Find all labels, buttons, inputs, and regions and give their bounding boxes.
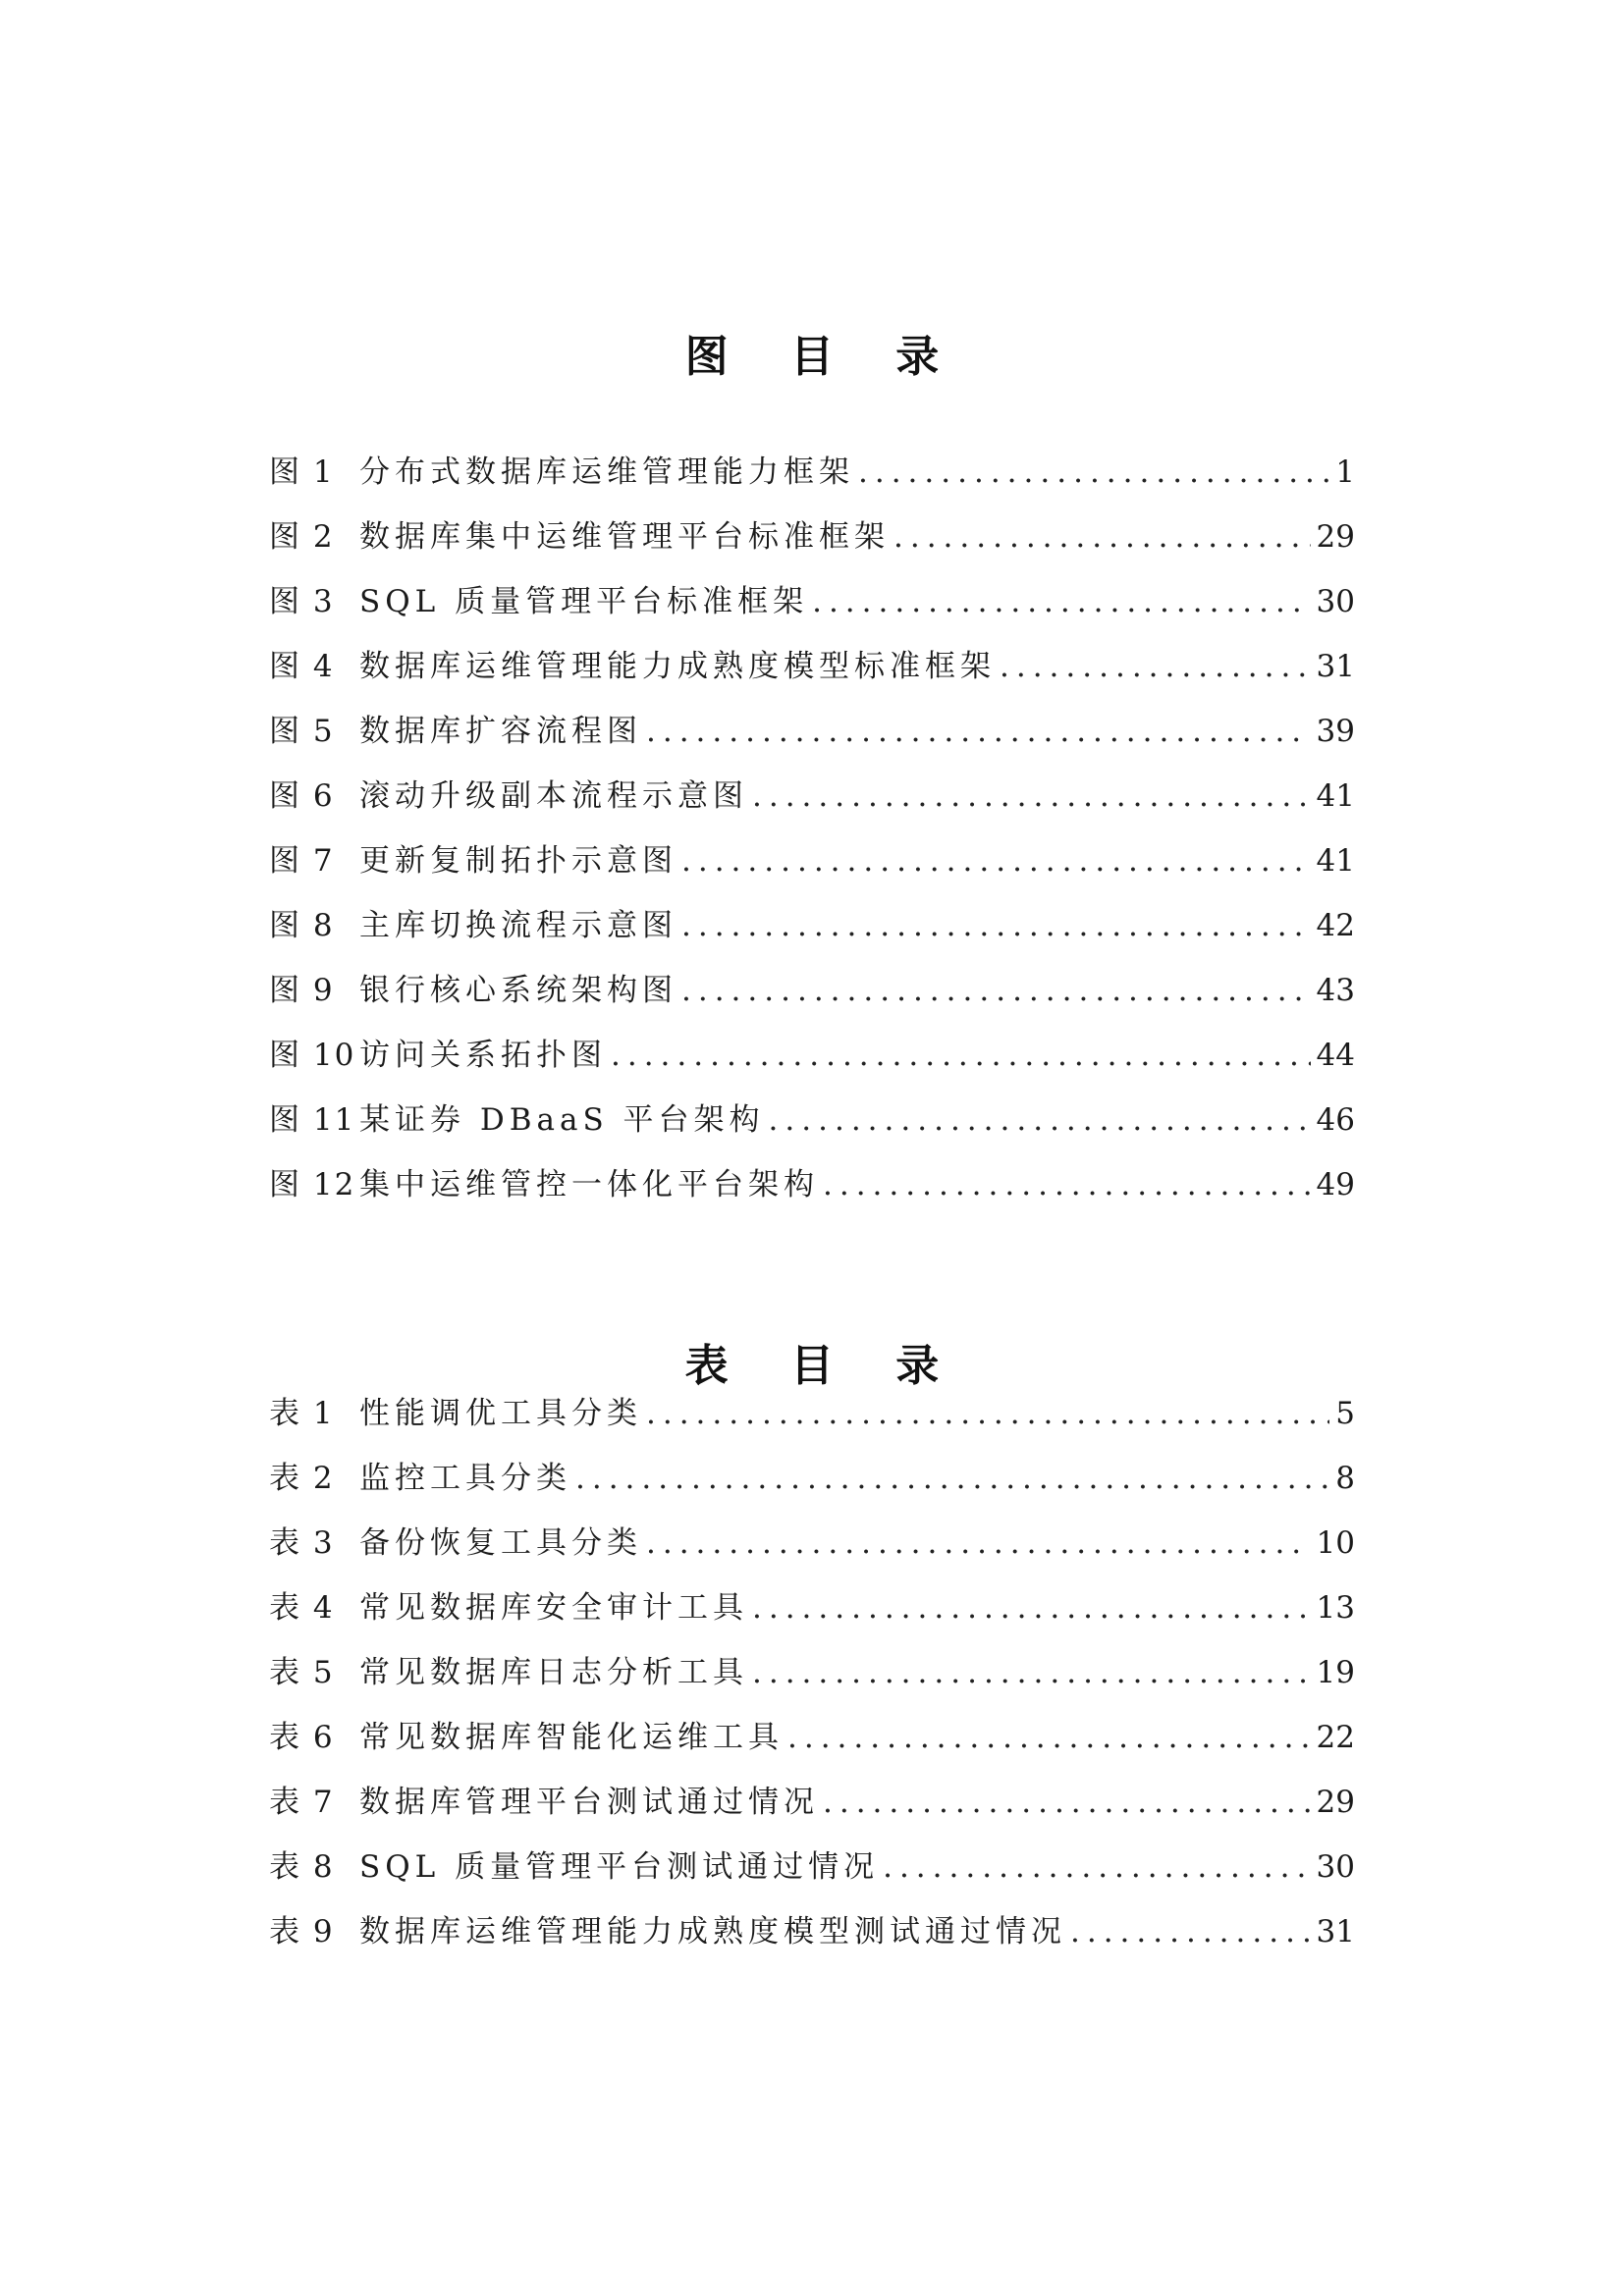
dot-leader <box>858 440 1329 505</box>
figure-list-item[interactable] <box>269 958 1355 1023</box>
entry-page-number: 31 <box>1316 649 1355 684</box>
entry-page-number: 44 <box>1316 1038 1355 1073</box>
entry-page-number: 42 <box>1316 908 1355 943</box>
entry-title: 数据库扩容流程图 <box>359 714 642 749</box>
dot-leader <box>681 893 1311 958</box>
entry-title: 银行核心系统架构图 <box>359 973 677 1008</box>
table-list-item[interactable] <box>269 1640 1355 1705</box>
table-list-item[interactable] <box>269 1381 1355 1446</box>
dot-leader <box>883 1835 1310 1899</box>
entry-page-number: 41 <box>1316 778 1355 814</box>
entry-label: 表 1 <box>269 1396 335 1431</box>
dot-leader <box>812 569 1310 634</box>
dot-leader <box>823 1770 1311 1835</box>
entry-page-number: 8 <box>1335 1461 1355 1496</box>
entry-page-number: 29 <box>1316 1785 1355 1820</box>
figure-list-item[interactable] <box>269 634 1355 699</box>
figure-list-item[interactable] <box>269 505 1355 569</box>
dot-leader <box>787 1705 1311 1770</box>
entry-page-number: 39 <box>1316 714 1355 749</box>
entry-label: 图 8 <box>269 908 335 943</box>
table-list-item[interactable] <box>269 1899 1355 1964</box>
dot-leader <box>769 1088 1311 1152</box>
entry-page-number: 30 <box>1316 584 1355 619</box>
entry-page-number: 43 <box>1316 973 1355 1008</box>
figure-list <box>269 440 1355 1217</box>
figure-list-item[interactable] <box>269 569 1355 634</box>
dot-leader <box>752 764 1311 828</box>
table-list-item[interactable] <box>269 1511 1355 1575</box>
entry-title: 某证券 DBaaS 平台架构 <box>359 1102 765 1138</box>
entry-page-number: 46 <box>1316 1102 1355 1138</box>
entry-label: 表 8 <box>269 1849 335 1885</box>
entry-page-number: 10 <box>1316 1525 1355 1561</box>
entry-title: 性能调优工具分类 <box>359 1396 642 1431</box>
figure-list-item[interactable] <box>269 828 1355 893</box>
entry-title: SQL 质量管理平台测试通过情况 <box>359 1849 880 1885</box>
entry-title: 主库切换流程示意图 <box>359 908 677 943</box>
entry-title: 常见数据库安全审计工具 <box>359 1590 748 1626</box>
entry-label: 表 9 <box>269 1914 335 1949</box>
dot-leader <box>646 1511 1311 1575</box>
entry-page-number: 5 <box>1335 1396 1355 1431</box>
entry-title: 滚动升级副本流程示意图 <box>359 778 748 814</box>
figure-list-heading: 图 目 录 <box>684 332 963 383</box>
entry-label: 图 12 <box>269 1167 356 1202</box>
table-list-item[interactable] <box>269 1835 1355 1899</box>
entry-title: 更新复制拓扑示意图 <box>359 843 677 879</box>
entry-page-number: 19 <box>1316 1655 1355 1690</box>
entry-page-number: 30 <box>1316 1849 1355 1885</box>
entry-title: 监控工具分类 <box>359 1461 571 1496</box>
entry-page-number: 13 <box>1316 1590 1355 1626</box>
entry-label: 图 3 <box>269 584 335 619</box>
entry-label: 图 6 <box>269 778 335 814</box>
dot-leader <box>611 1023 1311 1088</box>
entry-title: 备份恢复工具分类 <box>359 1525 642 1561</box>
entry-page-number: 29 <box>1316 519 1355 555</box>
figure-list-item[interactable] <box>269 1152 1355 1217</box>
entry-page-number: 31 <box>1316 1914 1355 1949</box>
entry-label: 图 5 <box>269 714 335 749</box>
figure-list-item[interactable] <box>269 893 1355 958</box>
entry-title: 访问关系拓扑图 <box>359 1038 607 1073</box>
dot-leader <box>646 1381 1329 1446</box>
entry-label: 表 6 <box>269 1720 335 1755</box>
dot-leader <box>1070 1899 1311 1964</box>
entry-title: 数据库运维管理能力成熟度模型测试通过情况 <box>359 1914 1066 1949</box>
entry-label: 表 7 <box>269 1785 335 1820</box>
entry-label: 图 10 <box>269 1038 356 1073</box>
table-list <box>269 1381 1355 1964</box>
entry-label: 表 4 <box>269 1590 335 1626</box>
entry-label: 表 2 <box>269 1461 335 1496</box>
entry-label: 图 7 <box>269 843 335 879</box>
entry-label: 图 2 <box>269 519 335 555</box>
figure-list-item[interactable] <box>269 1088 1355 1152</box>
dot-leader <box>1000 634 1311 699</box>
entry-label: 表 5 <box>269 1655 335 1690</box>
entry-title: 集中运维管控一体化平台架构 <box>359 1167 819 1202</box>
table-list-item[interactable] <box>269 1770 1355 1835</box>
table-list-item[interactable] <box>269 1575 1355 1640</box>
figure-list-item[interactable] <box>269 1023 1355 1088</box>
entry-label: 图 1 <box>269 454 335 490</box>
table-list-item[interactable] <box>269 1446 1355 1511</box>
entry-title: 数据库集中运维管理平台标准框架 <box>359 519 890 555</box>
entry-label: 图 11 <box>269 1102 356 1138</box>
entry-title: 常见数据库智能化运维工具 <box>359 1720 784 1755</box>
dot-leader <box>893 505 1311 569</box>
dot-leader <box>681 958 1311 1023</box>
entry-title: SQL 质量管理平台标准框架 <box>359 584 809 619</box>
dot-leader <box>575 1446 1329 1511</box>
entry-page-number: 1 <box>1335 454 1355 490</box>
dot-leader <box>681 828 1311 893</box>
entry-title: 数据库管理平台测试通过情况 <box>359 1785 819 1820</box>
dot-leader <box>646 699 1311 764</box>
figure-list-item[interactable] <box>269 764 1355 828</box>
figure-list-item[interactable] <box>269 699 1355 764</box>
entry-page-number: 41 <box>1316 843 1355 879</box>
entry-label: 表 3 <box>269 1525 335 1561</box>
entry-label: 图 4 <box>269 649 335 684</box>
figure-list-item[interactable] <box>269 440 1355 505</box>
entry-title: 数据库运维管理能力成熟度模型标准框架 <box>359 649 996 684</box>
dot-leader <box>752 1640 1311 1705</box>
dot-leader <box>823 1152 1311 1217</box>
dot-leader <box>752 1575 1311 1640</box>
entry-page-number: 49 <box>1316 1167 1355 1202</box>
entry-page-number: 22 <box>1316 1720 1355 1755</box>
entry-title: 分布式数据库运维管理能力框架 <box>359 454 854 490</box>
entry-label: 图 9 <box>269 973 335 1008</box>
table-list-item[interactable] <box>269 1705 1355 1770</box>
table-list-heading: 表 目 录 <box>684 1341 963 1392</box>
entry-title: 常见数据库日志分析工具 <box>359 1655 748 1690</box>
